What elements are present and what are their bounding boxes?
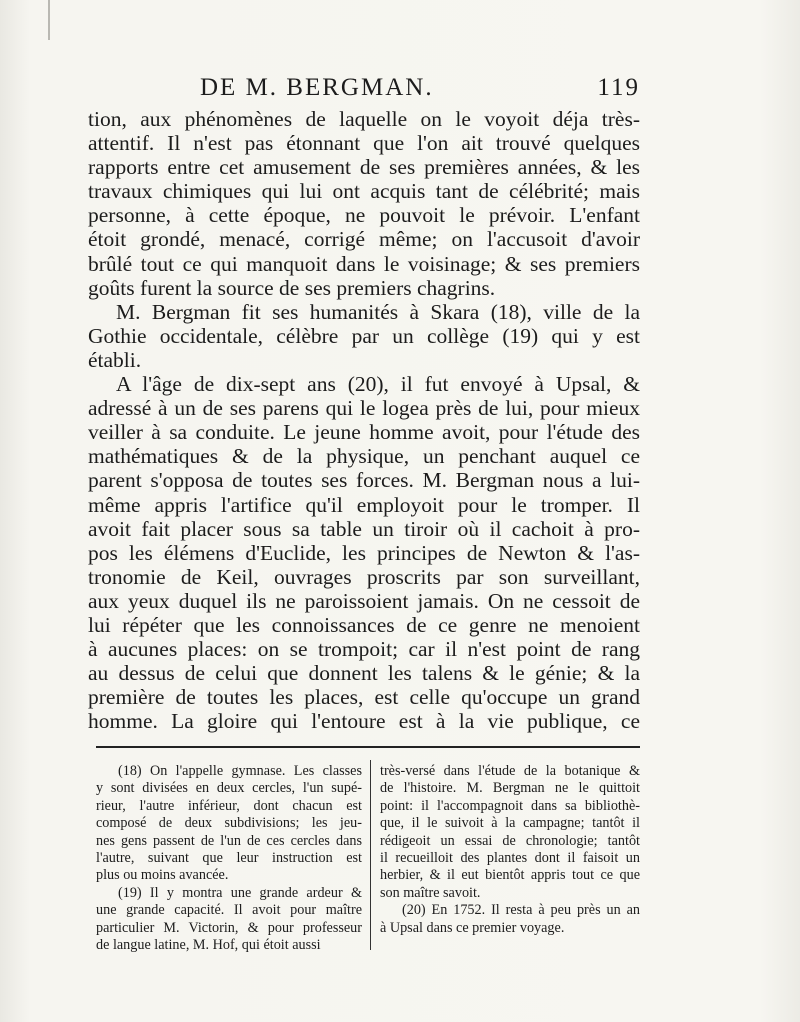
footnote-line: rédigeoit un essai de chronologie; tantôt [380,832,640,849]
running-head-title: DE M. BERGMAN. [200,74,434,101]
footnote-line: composé de deux subdivisions; les jeu- [96,815,362,832]
text-line: brûlé tout ce qui manquoit dans le voisinage; & ses premiers [88,251,640,276]
footnote-line: de langue latine, M. Hof, qui étoit aussi [96,936,321,953]
text-line: au dessus de celui que donnent les talens & le génie; & la [88,661,640,686]
text-line: A l'âge de dix-sept ans (20), il fut envoyé à Upsal, & [116,372,640,397]
text-line: tion, aux phénomènes de laquelle on le voyoit déja très- [88,107,640,131]
text-line: à aucunes places: on se trompoit; car il n'est point de rang [88,637,640,662]
footnote-line: à Upsal dans ce premier voyage. [380,919,565,936]
text-line: homme. La gloire qui l'entoure est à la vie publique, ce [88,709,640,734]
footnote-separator-rule [96,746,640,748]
text-line: avoit fait placer sous sa table un tiroir où il cachoit à pro- [88,516,640,541]
text-line: travaux chimiques qui lui ont acquis tant de célébrité; mais [88,179,640,204]
text-line: pos les élémens d'Euclide, les principes de Newton & l'as- [88,540,640,565]
text-line: mathématiques & de la physique, un penchant auquel ce [88,444,640,469]
text-line: même appris l'artifice qu'il employoit pour le tromper. Il [88,492,640,517]
footnote-line: il recueilloit des plantes dont il faisoit un [380,849,640,866]
text-line: aux yeux duquel ils ne paroissoient jamais. On ne cessoit de [88,588,640,613]
text-line: parent s'opposa de toutes ses forces. M. Bergman nous a lui- [88,468,640,493]
text-line: première de toutes les places, est celle qu'occupe un grand [88,685,640,710]
text-line: M. Bergman fit ses humanités à Skara (18), ville de la [116,299,640,324]
text-line: attentif. Il n'est pas étonnant que l'on ait trouvé quelques [88,131,640,156]
running-head [200,74,640,108]
footnote-line: particulier M. Victorin, & pour professeur [96,919,362,936]
text-line: adressé à un de ses parens qui le logea près de lui, pour mieux [88,396,640,421]
footnote-column-divider [370,760,371,950]
footnote-line: une grande capacité. Il avoit pour maître [96,902,362,919]
footnote-line: rieur, l'autre inférieur, dont chacun est [96,797,362,814]
footnotes-right-column [380,763,640,937]
text-line: Gothie occidentale, célèbre par un collège (19) qui y est [88,323,640,348]
footnote-line: l'autre, suivant que leur instruction est [96,849,362,866]
footnotes-left-column [96,763,362,954]
footnote-line: son maître savoit. [380,884,481,901]
footnote-line: point: il l'accompagnoit dans sa bibliothè- [380,797,640,814]
text-line: personne, à cette époque, ne pouvoit le prévoir. L'enfant [88,203,640,228]
footnote-line: (20) En 1752. Il resta à peu près un an [402,902,640,919]
text-line: goûts furent la source de ses premiers chagrins. [88,275,496,300]
text-line: veiller à sa conduite. Le jeune homme avoit, pour l'étude des [88,420,640,445]
footnote-line: herbier, & il eut bientôt appris tout ce que [380,867,640,884]
text-line: établi. [88,347,142,372]
text-line: tronomie de Keil, ouvrages proscrits par son surveillant, [88,564,640,589]
footnote-line: y sont divisées en deux cercles, l'un supé- [96,780,362,797]
main-text [88,107,640,733]
footnote-line: plus ou moins avancée. [96,867,229,884]
text-line: rapports entre cet amusement de ses premières années, & les [88,155,640,180]
footnote-line: très-versé dans l'étude de la botanique & [380,763,640,779]
scan-edge-mark [48,0,50,40]
page-number: 119 [597,74,640,101]
footnote-line: nes gens passent de l'un de ces cercles dans [96,832,362,849]
footnote-line: de l'histoire. M. Bergman ne le quittoit [380,780,640,797]
footnote-line: (19) Il y montra une grande ardeur & [118,884,362,901]
text-line: lui répéter que les connoissances de ce genre ne menoient [88,612,640,637]
footnote-line: (18) On l'appelle gymnase. Les classes [118,763,362,779]
footnote-line: que, il le suivoit à la campagne; tantôt il [380,815,640,832]
text-line: étoit grondé, menacé, corrigé même; on l'accusoit d'avoir [88,227,640,252]
